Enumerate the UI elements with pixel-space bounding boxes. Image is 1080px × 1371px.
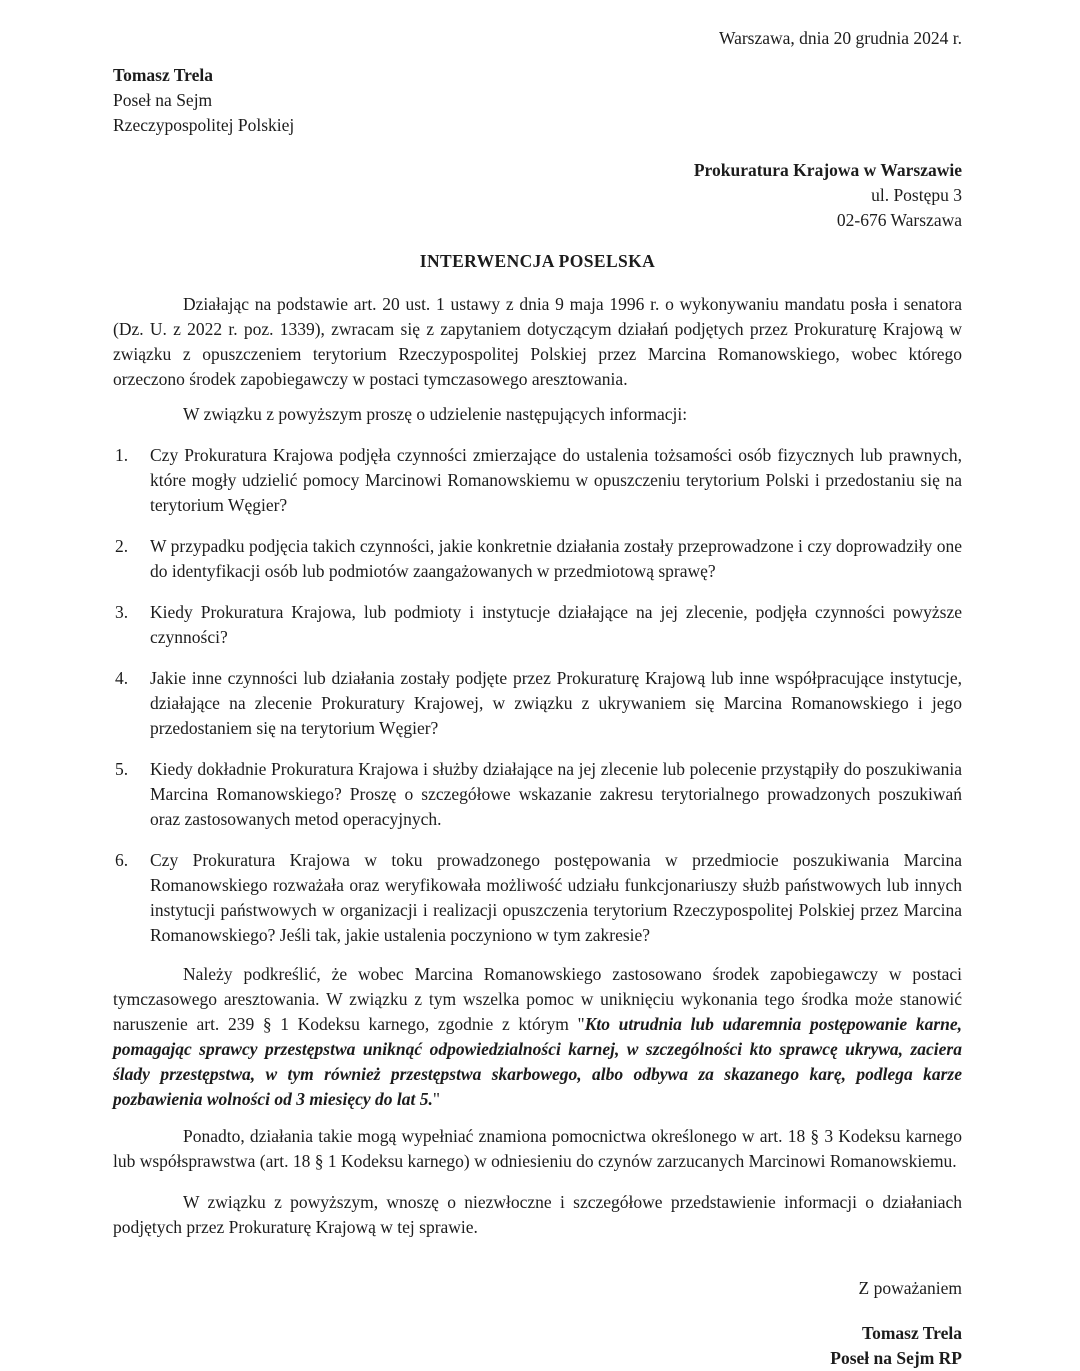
request-line: W związku z powyższym proszę o udzielenie następujących informacji: (183, 404, 688, 424)
penal-code-quote: Kto utrudnia lub udaremnia postępowanie karne, pomagając sprawcy przestępstwa uniknąć odpowiedzialności karnej, w szczególności kto sprawcę ukrywa, zaciera ślady przestępstwa, w tym również przestępstwa skarbowego, albo odbywa za skazanego karę, podlega karze pozbawienia wolności od 3 miesięcy do lat 5. (113, 1014, 963, 1109)
document-title: INTERWENCJA POSELSKA (419, 251, 656, 271)
question-item-6: Czy Prokuratura Krajowa w toku prowadzonego postępowania w przedmiocie poszukiwania Marcina Romanowskiego rozważała oraz weryfikowała możliwość udziału funkcjonariuszy służb państwowych lub innych instytucji państwowych w organizacji i realizacji opuszczenia terytorium Rzeczypospolitej Polskiej przez Marcina Romanowskiego? Jeśli tak, jakie ustalenia poczyniono w tym zakresie? (150, 850, 962, 945)
legal-paragraph (113, 962, 962, 1112)
recipient-street: ul. Postępu 3 (871, 185, 962, 205)
question-item-4: Jakie inne czynności lub działania zostały podjęte przez Prokuraturę Krajową lub inne współpracujące instytucje, działające na zlecenie Prokuratury Krajowej, w związku z ukrywaniem się Marcina Romanowskiego i jego przedostaniem się na terytorium Węgier? (150, 668, 962, 738)
recipient-name: Prokuratura Krajowa w Warszawie (693, 160, 962, 180)
sender-role: Poseł na Sejm (113, 90, 213, 110)
question-item-3: Kiedy Prokuratura Krajowa, lub podmioty i instytucje działające na jej zlecenie, podjęła czynności powyższe czynności? (150, 602, 962, 647)
question-item-2: W przypadku podjęcia takich czynności, jakie konkretnie działania zostały przeprowadzone i czy doprowadziły one do identyfikacji osób lub podmiotów zaangażowanych w przedmiotową sprawę? (150, 536, 962, 581)
intro-paragraph: Działając na podstawie art. 20 ust. 1 ustawy z dnia 9 maja 1996 r. o wykonywaniu mandatu posła i senatora (Dz. U. z 2022 r. poz. 1339), zwracam się z zapytaniem dotyczącym działań podjętych przez Prokuraturę Krajową w związku z opuszczeniem terytorium Rzeczypospolitej Polskiej przez Marcina Romanowskiego, wobec którego orzeczono środek zapobiegawczy w postaci tymczasowego aresztowania. (113, 294, 962, 389)
signature-name: Tomasz Trela (862, 1323, 962, 1343)
sender-institution: Rzeczypospolitej Polskiej (113, 115, 295, 135)
closing-paragraph: W związku z powyższym, wnoszę o niezwłoczne i szczegółowe przedstawienie informacji o działaniach podjętych przez Prokuraturę Krajową w tej sprawie. (113, 1192, 962, 1237)
question-item-5: Kiedy dokładnie Prokuratura Krajowa i służby działające na jej zlecenie lub polecenie przystąpiły do poszukiwania Marcina Romanowskiego? Proszę o szczegółowe wskazanie zakresu terytorialnego prowadzonych poszukiwań oraz zastosowanych metod operacyjnych. (150, 759, 962, 829)
legal-paragraph-suffix: " (432, 1089, 441, 1109)
recipient-city: 02-676 Warszawa (836, 210, 962, 230)
questions-list (113, 443, 962, 948)
legal-paragraph-prefix: Należy podkreślić, że wobec Marcina Romanowskiego zastosowano środek zapobiegawczy w postaci tymczasowego aresztowania. W związku z tym wszelka pomoc w uniknięciu wykonania tego środka może stanowić naruszenie art. 239 § 1 Kodeksu karnego, zgodnie z którym " (113, 964, 962, 1034)
signature-block (113, 1321, 962, 1371)
signature-title: Poseł na Sejm RP (830, 1348, 962, 1368)
valediction: Z poważaniem (858, 1278, 962, 1298)
sender-block (113, 63, 962, 138)
question-item-1: Czy Prokuratura Krajowa podjęła czynności zmierzające do ustalenia tożsamości osób fizycznych lub prawnych, które mogły udzielić pomocy Marcinowi Romanowskiemu w opuszczeniu terytorium Polski i przedostaniu się na terytorium Węgier? (150, 445, 962, 515)
aiding-paragraph: Ponadto, działania takie mogą wypełniać znamiona pomocnictwa określonego w art. 18 § 3 Kodeksu karnego lub współsprawstwa (art. 18 § 1 Kodeksu karnego) w odniesieniu do czynów zarzucanych Marcinowi Romanowskiemu. (113, 1126, 962, 1171)
recipient-block (113, 158, 962, 233)
sender-name: Tomasz Trela (113, 65, 213, 85)
date-line: Warszawa, dnia 20 grudnia 2024 r. (718, 28, 962, 48)
